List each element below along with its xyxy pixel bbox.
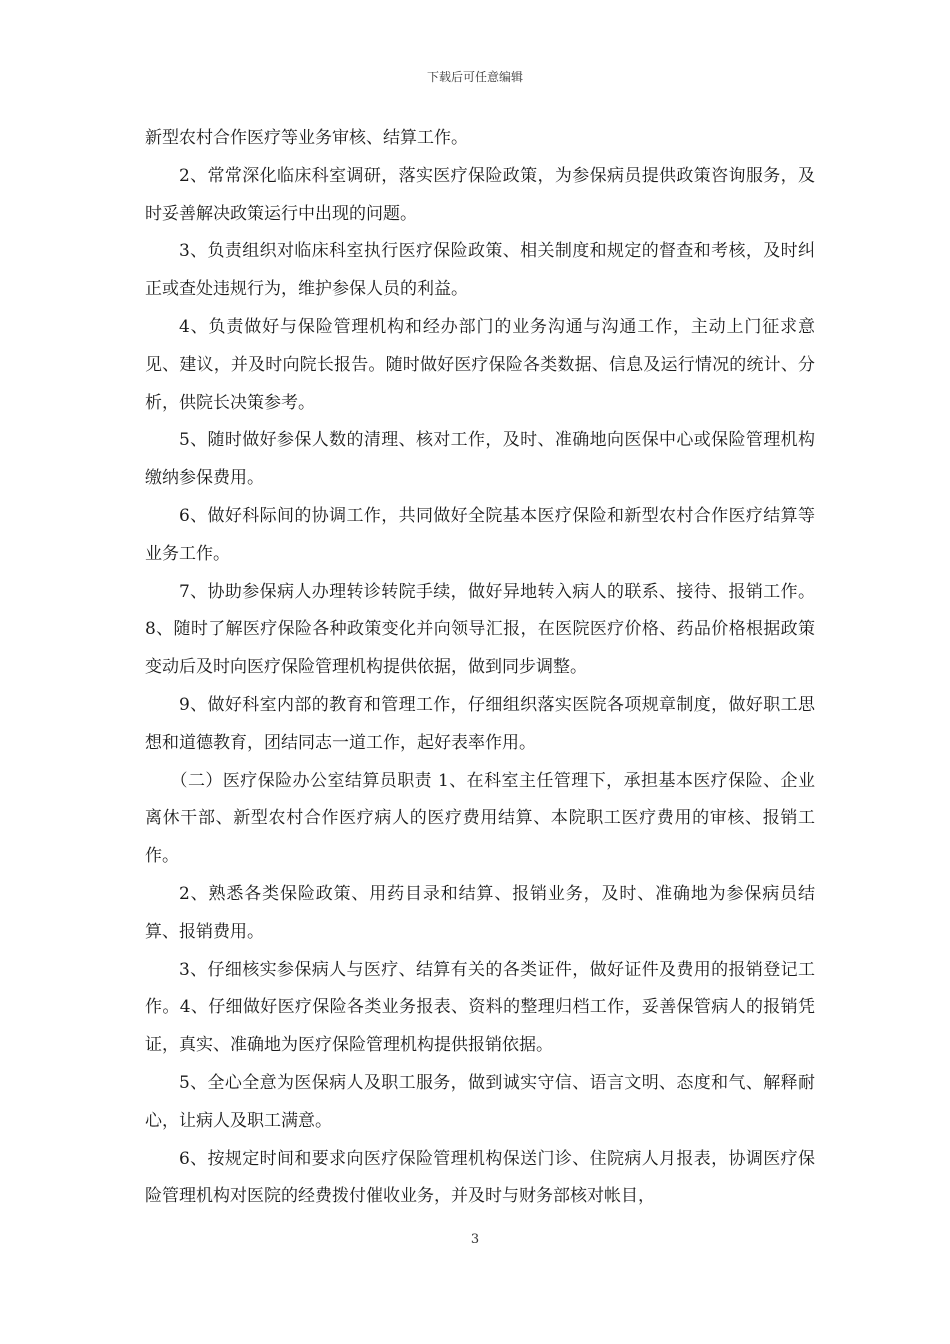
paragraph: 新型农村合作医疗等业务审核、结算工作。 [145, 128, 468, 148]
paragraph: 3、仔细核实参保病人与医疗、结算有关的各类证件，做好证件及费用的报销登记工作。4、仔细做好医疗保险各类业务报表、资料的整理归档工作，妥善保管病人的报销凭证，真实、准确地为医疗保险管理机构提供报销依据。 [145, 959, 815, 1056]
paragraph: 3、负责组织对临床科室执行医疗保险政策、相关制度和规定的督查和考核，及时纠正或查处违规行为，维护参保人员的利益。 [145, 241, 815, 300]
page-number: 3 [470, 1232, 480, 1247]
paragraph: 5、随时做好参保人数的清理、核对工作，及时、准确地向医保中心或保险管理机构缴纳参保费用。 [145, 430, 815, 489]
paragraph: 9、做好科室内部的教育和管理工作，仔细组织落实医院各项规章制度，做好职工思想和道德教育，团结同志一道工作，起好表率作用。 [145, 694, 815, 753]
paragraph: 4、负责做好与保险管理机构和经办部门的业务沟通与沟通工作，主动上门征求意见、建议，并及时向院长报告。随时做好医疗保险各类数据、信息及运行情况的统计、分析，供院长决策参考。 [145, 316, 815, 413]
paragraph: 2、常常深化临床科室调研，落实医疗保险政策，为参保病员提供政策咨询服务，及时妥善解决政策运行中出现的问题。 [145, 165, 815, 224]
paragraph: 5、全心全意为医保病人及职工服务，做到诚实守信、语言文明、态度和气、解释耐心，让病人及职工满意。 [145, 1072, 815, 1131]
paragraph: （二）医疗保险办公室结算员职责 1、在科室主任管理下，承担基本医疗保险、企业离休干部、新型农村合作医疗病人的医疗费用结算、本院职工医疗费用的审核、报销工作。 [145, 770, 815, 867]
page-header: 下载后可任意编辑 [426, 70, 523, 84]
paragraph: 6、按规定时间和要求向医疗保险管理机构保送门诊、住院病人月报表，协调医疗保险管理机构对医院的经费拨付催收业务，并及时与财务部核对帐目， [145, 1148, 815, 1207]
paragraph: 2、熟悉各类保险政策、用药目录和结算、报销业务，及时、准确地为参保病员结算、报销费用。 [145, 883, 815, 942]
document-body [145, 120, 815, 1216]
paragraph: 6、做好科际间的协调工作，共同做好全院基本医疗保险和新型农村合作医疗结算等业务工作。 [145, 505, 815, 564]
paragraph: 7、协助参保病人办理转诊转院手续，做好异地转入病人的联系、接待、报销工作。8、随时了解医疗保险各种政策变化并向领导汇报，在医院医疗价格、药品价格根据政策变动后及时向医疗保险管理机构提供依据，做到同步调整。 [145, 581, 815, 678]
